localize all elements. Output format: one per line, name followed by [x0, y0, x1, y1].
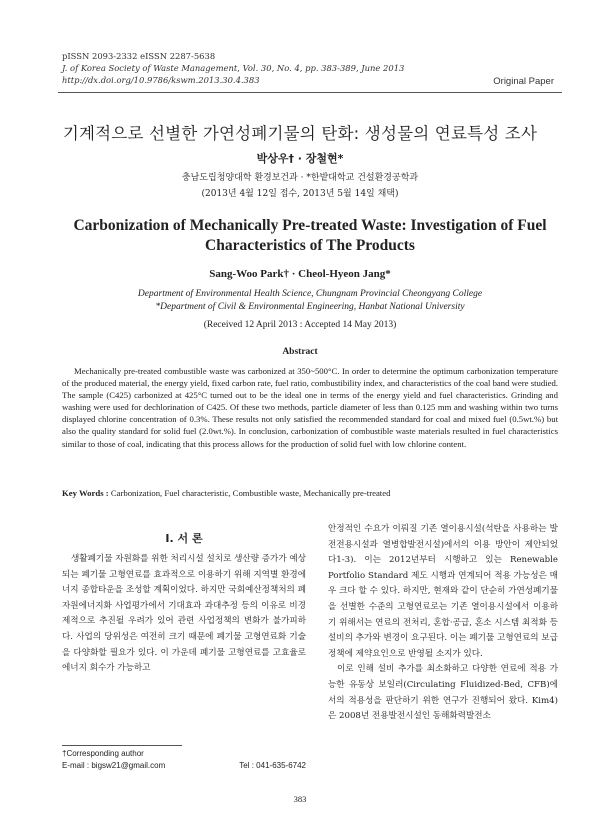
footnote-divider	[62, 745, 182, 746]
korean-affiliation: 충남도립청양대학 환경보건과 · *한밭대학교 건설환경공학과	[181, 173, 419, 183]
footnote-tel: Tel : 041-635-6742	[239, 760, 306, 770]
english-title: Carbonization of Mechanically Pre-treated Waste: Investigation of Fuel Characteristics of The Products	[73, 217, 547, 254]
header-divider	[58, 92, 562, 93]
section-heading: I. 서 론	[165, 532, 203, 545]
keywords	[62, 488, 558, 498]
issn-line: pISSN 2093-2332 eISSN 2287-5638	[62, 51, 216, 61]
body-paragraph-2: 이로 인해 설비 추가를 최소화하고 다양한 연료에 적용 가능한 유동상 보일러(Circulating Fluidized-Bed, CFB)에서의 적용성을 판단하기 위한 연구가 진행되어 왔다. Kim4)은 2008년 전용발전시설인 동해화력발전소	[328, 664, 558, 722]
keywords-label: Key Words :	[62, 488, 109, 498]
footnote-email: E-mail : bigsw21@gmail.com	[62, 760, 166, 770]
page-number: 383	[293, 794, 307, 804]
english-affiliations	[60, 288, 560, 314]
english-dates: (Received 12 April 2013 : Accepted 14 May 2013)	[203, 320, 397, 330]
doi-link: http://dx.doi.org/10.9786/kswm.2013.30.4.383	[62, 75, 260, 85]
english-affiliation-1: Department of Environmental Health Science, Chungnam Provincial Cheongyang College	[137, 289, 483, 299]
abstract-text: Mechanically pre-treated combustible waste was carbonized at 350~500°C. In order to determine the optimum carbonization temperature of the produced material, the energy yield, fixed carbon rate, fuel ratio, combustibility index, and characteristics of the coal band were studied. The sample (C425) carbonized at 425°C turned out to be the ideal one in terms of the energy yield and fuel characteristics. Grinding and washing were used for dechlorination of C425. Of these two methods, particle diameter of less than 0.125 mm and washing within two turns displayed chlorine concentration of 0.3%. These results not only satisfied the recommended standard for coal and mixed fuel (0.5wt.%) but also the quality standard for solid fuel (2.0wt.%). In conclusion, carbonization of combustible waste materials resulted in fuel characteristics similar to those of coal, indicating that this process allows for the production of solid fuel with low chlorine content.	[62, 366, 558, 449]
korean-title: 기계적으로 선별한 가연성폐기물의 탄화: 생성물의 연료특성 조사	[62, 124, 538, 143]
english-authors: Sang-Woo Park† · Cheol-Hyeon Jang*	[209, 268, 391, 280]
journal-header	[62, 50, 404, 86]
footnote	[62, 748, 306, 771]
keywords-list: Carbonization, Fuel characteristic, Combustible waste, Mechanically pre-treated	[110, 488, 391, 498]
korean-dates: (2013년 4월 12일 접수, 2013년 5월 14일 채택)	[201, 189, 399, 199]
korean-authors: 박상우† · 장철현*	[256, 152, 344, 165]
body-left-column: 생활폐기물 자원화를 위한 처리시설 설치로 생산량 증가가 예상되는 폐기물 고형연료를 효과적으로 이용하기 위해 지역별 환경에너지 종합타운을 조성할 계획이었다. 하지만 국회예산정책처의 폐자원에너지화 사업평가에서 기대효과 과대추정 등의 이유로 비경제적으로 추진될 우려가 있어 관련 사업정책의 변화가 불가피하다. 사업의 당위성은 여전히 크기 때문에 폐기물 고형연료화 기술을 다양화할 필요가 있다. 이 가운데 폐기물 고형연료를 고효율로 에너지 회수가 가능하고	[62, 554, 306, 674]
article-type: Original Paper	[493, 76, 554, 87]
journal-citation: J. of Korea Society of Waste Management, Vol. 30, No. 4, pp. 383-389, June 2013	[62, 63, 405, 73]
footnote-label: †Corresponding author	[62, 749, 144, 758]
body-paragraph-1: 안정적인 수요가 이뤄질 기존 열이용시설(석탄을 사용하는 발전전용시설과 열병합발전시설)에서의 이용 방안이 제안되었다1-3). 이는 2012년부터 시행하고 있는 Renewable Portfolio Standard 제도 시행과 연계되어 적용 가능성은 매우 크다 할 수 있다. 하지만, 현재와 같이 단순히 가연성폐기물을 선별한 수준의 고형연료로는 기존 열이용시설에서 이용하기 위해서는 연료의 전처리, 혼합·공급, 혼소 시스템 최적화 등 설비의 추가와 변경이 요구된다. 이는 폐기물 고형연료의 보급정책에 제약요인으로 반영될 소지가 있다.	[328, 524, 558, 659]
body-right-column	[328, 522, 558, 725]
abstract-heading: Abstract	[282, 347, 318, 357]
english-affiliation-2: *Department of Civil & Environmental Engineering, Hanbat National University	[155, 302, 465, 312]
